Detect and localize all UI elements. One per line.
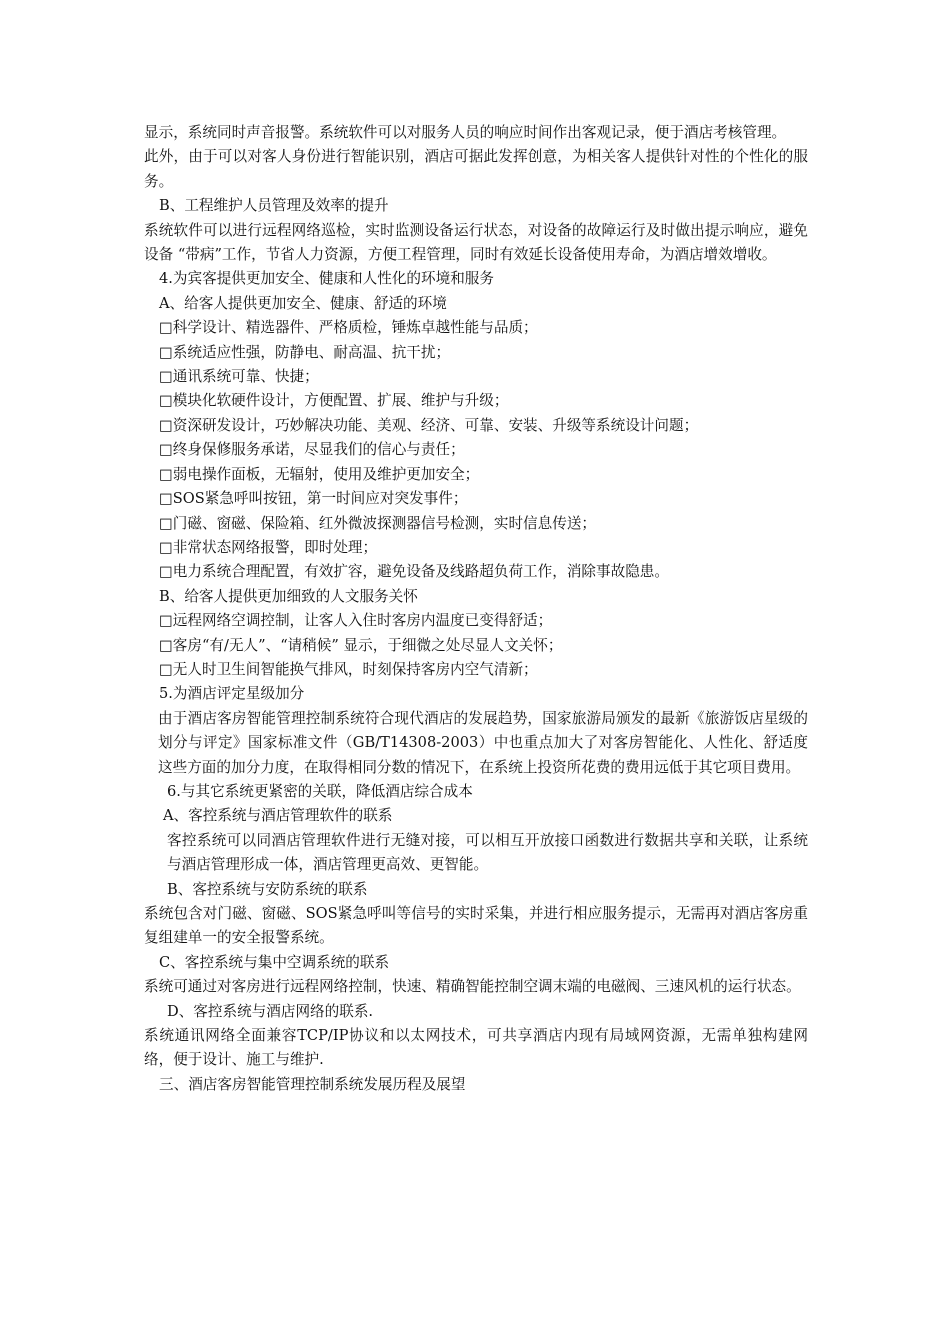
paragraph: D、客控系统与酒店网络的联系. — [167, 1002, 374, 1020]
paragraph: □远程网络空调控制，让客人入住时客房内温度已变得舒适； — [159, 612, 553, 630]
paragraph: 三、酒店客房智能管理控制系统发展历程及展望 — [159, 1075, 466, 1093]
paragraph: □SOS紧急呼叫按钮，第一时间应对突发事件； — [159, 490, 468, 508]
paragraph: □无人时卫生间智能换气排风，时刻保持客房内空气清新； — [159, 660, 538, 678]
paragraph: 5.为酒店评定星级加分 — [159, 685, 305, 703]
paragraph: 系统包含对门磁、窗磁、SOS紧急呼叫等信号的实时采集，并进行相应服务提示，无需再对酒店客房重复组建单一的安全报警系统。 — [144, 905, 808, 947]
paragraph: □非常状态网络报警，即时处理； — [159, 538, 378, 556]
paragraph: B、工程维护人员管理及效率的提升 — [159, 197, 389, 215]
paragraph: 显示，系统同时声音报警。系统软件可以对服务人员的响应时间作出客观记录，便于酒店考核管理。 — [144, 124, 787, 141]
paragraph: □门磁、窗磁、保险箱、红外微波探测器信号检测，实时信息传送； — [159, 514, 597, 532]
paragraph: B、给客人提供更加细致的人文服务关怀 — [159, 587, 418, 605]
paragraph: 客控系统可以同酒店管理软件进行无缝对接，可以相互开放接口函数进行数据共享和关联，让系统与酒店管理形成一体，酒店管理更高效、更智能。 — [167, 831, 808, 874]
paragraph: □系统适应性强，防静电、耐高温、抗干扰； — [159, 343, 451, 361]
paragraph: 4.为宾客提供更加安全、健康和人性化的环境和服务 — [159, 270, 494, 288]
paragraph: B、客控系统与安防系统的联系 — [167, 880, 368, 898]
paragraph: 6.与其它系统更紧密的关联，降低酒店综合成本 — [167, 782, 473, 800]
paragraph: 由于酒店客房智能管理控制系统符合现代酒店的发展趋势，国家旅游局颁发的最新《旅游饭店星级的划分与评定》国家标准文件（GB/T14308-2003）中也重点加大了对客房智能化、人性化、舒适度这些方面的加分力度，在取得相同分数的情况下，在系统上投资所花费的费用远低于其它项目费用。 — [158, 709, 808, 776]
paragraph: □弱电操作面板，无辐射，使用及维护更加安全； — [159, 465, 480, 483]
paragraph: A、客控系统与酒店管理软件的联系 — [163, 807, 393, 825]
paragraph: 系统软件可以进行远程网络巡检，实时监测设备运行状态，对设备的故障运行及时做出提示响应，避免设备 “带病”工作，节省人力资源，方便工程管理，同时有效延长设备使用寿命，为酒店增效增收。 — [144, 221, 808, 264]
paragraph: 此外，由于可以对客人身份进行智能识别，酒店可据此发挥创意，为相关客人提供针对性的个性化的服务。 — [144, 148, 808, 190]
paragraph: 系统可通过对客房进行远程网络控制，快速、精确智能控制空调末端的电磁阀、三速风机的运行状态。 — [144, 978, 801, 996]
paragraph: 系统通讯网络全面兼容TCP/IP协议和以太网技术，可共享酒店内现有局域网资源，无需单独构建网络，便于设计、施工与维护. — [144, 1027, 808, 1069]
paragraph: C、客控系统与集中空调系统的联系 — [159, 953, 390, 971]
paragraph: □终身保修服务承诺，尽显我们的信心与责任； — [159, 441, 465, 459]
paragraph: □资深研发设计，巧妙解决功能、美观、经济、可靠、安装、升级等系统设计问题； — [159, 416, 699, 434]
paragraph: □模块化软硬件设计，方便配置、扩展、维护与升级； — [159, 392, 509, 410]
paragraph: □电力系统合理配置，有效扩容，避免设备及线路超负荷工作，消除事故隐患。 — [159, 563, 669, 581]
document-body — [144, 121, 808, 1097]
paragraph: □科学设计、精选器件、严格质检，锤炼卓越性能与品质； — [159, 319, 538, 337]
paragraph: □通讯系统可靠、快捷； — [159, 368, 319, 386]
paragraph: A、给客人提供更加安全、健康、舒适的环境 — [159, 294, 447, 312]
paragraph: □客房“有/无人”、“请稍候” 显示，于细微之处尽显人文关怀； — [159, 636, 563, 654]
